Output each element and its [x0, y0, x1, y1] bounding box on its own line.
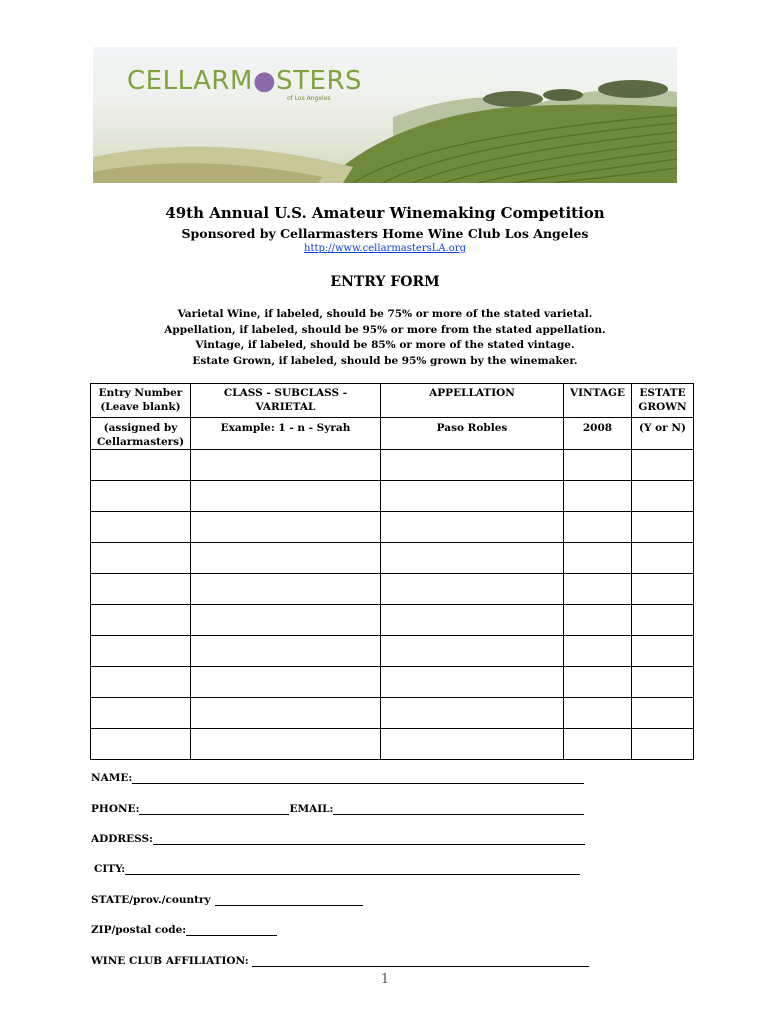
appellation-cell[interactable] — [381, 450, 564, 481]
header-class: CLASS - SUBCLASS - VARIETAL — [191, 384, 381, 418]
entry-number-cell[interactable] — [91, 667, 191, 698]
table-header-row — [91, 384, 694, 418]
zip-label: ZIP/postal code: — [91, 924, 187, 936]
header-appellation: APPELLATION — [381, 384, 564, 418]
table-row — [91, 450, 694, 481]
cellarmasters-logo — [127, 62, 363, 102]
estate-cell[interactable] — [632, 543, 694, 574]
estate-cell[interactable] — [632, 450, 694, 481]
header-entry-number-line1: Entry Number — [98, 387, 183, 399]
table-row — [91, 543, 694, 574]
example-entry-number — [91, 418, 191, 450]
vintage-cell[interactable] — [564, 729, 632, 760]
estate-cell[interactable] — [632, 667, 694, 698]
page-number: 1 — [380, 972, 390, 987]
appellation-cell[interactable] — [381, 574, 564, 605]
table-row — [91, 481, 694, 512]
form-title: ENTRY FORM — [330, 274, 440, 290]
logo-wordmark — [127, 66, 362, 96]
entry-number-cell[interactable] — [91, 481, 191, 512]
state-input-line[interactable] — [215, 894, 363, 906]
entry-number-cell[interactable] — [91, 450, 191, 481]
entry-number-cell[interactable] — [91, 636, 191, 667]
header-entry-number — [91, 384, 191, 418]
vintage-cell[interactable] — [564, 512, 632, 543]
example-entry-line2: Cellarmasters) — [96, 436, 185, 448]
example-entry-line1: (assigned by — [103, 422, 178, 434]
entry-number-cell[interactable] — [91, 605, 191, 636]
club-label: WINE CLUB AFFILIATION: — [91, 955, 249, 967]
class-cell[interactable] — [191, 543, 381, 574]
logo-tagline: of Los Angeles — [287, 95, 331, 102]
club-field — [91, 955, 589, 967]
class-cell[interactable] — [191, 636, 381, 667]
vintage-cell[interactable] — [564, 698, 632, 729]
name-label: NAME: — [91, 772, 133, 784]
entry-number-cell[interactable] — [91, 698, 191, 729]
entry-table — [90, 383, 694, 760]
email-input-line[interactable] — [333, 803, 584, 815]
estate-cell[interactable] — [632, 698, 694, 729]
class-cell[interactable] — [191, 667, 381, 698]
appellation-cell[interactable] — [381, 667, 564, 698]
rule-estate: Estate Grown, if labeled, should be 95% grown by the winemaker. — [192, 354, 578, 367]
vintage-cell[interactable] — [564, 543, 632, 574]
example-appellation: Paso Robles — [381, 418, 564, 450]
entry-number-cell[interactable] — [91, 512, 191, 543]
vintage-cell[interactable] — [564, 450, 632, 481]
example-row — [91, 418, 694, 450]
table-row — [91, 574, 694, 605]
entry-number-cell[interactable] — [91, 543, 191, 574]
class-cell[interactable] — [191, 605, 381, 636]
table-row — [91, 698, 694, 729]
appellation-cell[interactable] — [381, 543, 564, 574]
appellation-cell[interactable] — [381, 512, 564, 543]
header-estate-line1: ESTATE — [639, 387, 686, 399]
example-vintage: 2008 — [564, 418, 632, 450]
vintage-cell[interactable] — [564, 605, 632, 636]
example-estate: (Y or N) — [632, 418, 694, 450]
estate-cell[interactable] — [632, 636, 694, 667]
rule-vintage: Vintage, if labeled, should be 85% or more of the stated vintage. — [195, 339, 575, 351]
class-cell[interactable] — [191, 574, 381, 605]
state-field — [91, 894, 363, 906]
logo-text-part2: STERS — [276, 66, 363, 96]
header-estate — [632, 384, 694, 418]
estate-cell[interactable] — [632, 605, 694, 636]
name-field — [91, 772, 584, 784]
zip-input-line[interactable] — [186, 924, 277, 936]
appellation-cell[interactable] — [381, 481, 564, 512]
city-label: CITY: — [94, 863, 126, 875]
table-row — [91, 512, 694, 543]
appellation-cell[interactable] — [381, 605, 564, 636]
estate-cell[interactable] — [632, 729, 694, 760]
appellation-cell[interactable] — [381, 698, 564, 729]
rule-varietal: Varietal Wine, if labeled, should be 75% or more of the stated varietal. — [177, 308, 593, 320]
header-estate-line2: GROWN — [638, 401, 687, 413]
class-cell[interactable] — [191, 512, 381, 543]
vintage-cell[interactable] — [564, 636, 632, 667]
class-cell[interactable] — [191, 729, 381, 760]
website-link[interactable]: http://www.cellarmastersLA.org — [304, 243, 466, 254]
grape-cluster-icon: ● — [252, 66, 277, 96]
estate-cell[interactable] — [632, 512, 694, 543]
phone-input-line[interactable] — [139, 803, 289, 815]
table-row — [91, 636, 694, 667]
address-label: ADDRESS: — [91, 833, 153, 845]
class-cell[interactable] — [191, 450, 381, 481]
address-input-line[interactable] — [153, 833, 585, 845]
table-row — [91, 667, 694, 698]
vintage-cell[interactable] — [564, 574, 632, 605]
appellation-cell[interactable] — [381, 729, 564, 760]
phone-email-field — [91, 803, 584, 815]
sponsor-line: Sponsored by Cellarmasters Home Wine Club Los Angeles — [181, 226, 589, 241]
example-class: Example: 1 - n - Syrah — [191, 418, 381, 450]
club-input-line[interactable] — [252, 955, 589, 967]
class-cell[interactable] — [191, 698, 381, 729]
name-input-line[interactable] — [132, 772, 584, 784]
vintage-cell[interactable] — [564, 481, 632, 512]
city-input-line[interactable] — [125, 863, 580, 875]
header-entry-number-line2: (Leave blank) — [100, 401, 181, 413]
table-row — [91, 605, 694, 636]
rule-appellation: Appellation, if labeled, should be 95% or more from the stated appellation. — [164, 323, 606, 336]
class-cell[interactable] — [191, 481, 381, 512]
rules-block — [0, 307, 770, 369]
competition-title: 49th Annual U.S. Amateur Winemaking Competition — [165, 204, 605, 222]
entry-number-cell[interactable] — [91, 574, 191, 605]
email-label: EMAIL: — [289, 803, 334, 815]
address-field — [91, 833, 585, 845]
city-field — [91, 863, 580, 875]
header-vintage: VINTAGE — [564, 384, 632, 418]
state-label: STATE/prov./country — [91, 894, 211, 906]
table-row — [91, 729, 694, 760]
estate-cell[interactable] — [632, 481, 694, 512]
zip-field — [91, 924, 277, 936]
logo-text-part1: CELLARM — [127, 66, 253, 96]
estate-cell[interactable] — [632, 574, 694, 605]
phone-label: PHONE: — [91, 803, 140, 815]
vintage-cell[interactable] — [564, 667, 632, 698]
appellation-cell[interactable] — [381, 636, 564, 667]
entry-number-cell[interactable] — [91, 729, 191, 760]
